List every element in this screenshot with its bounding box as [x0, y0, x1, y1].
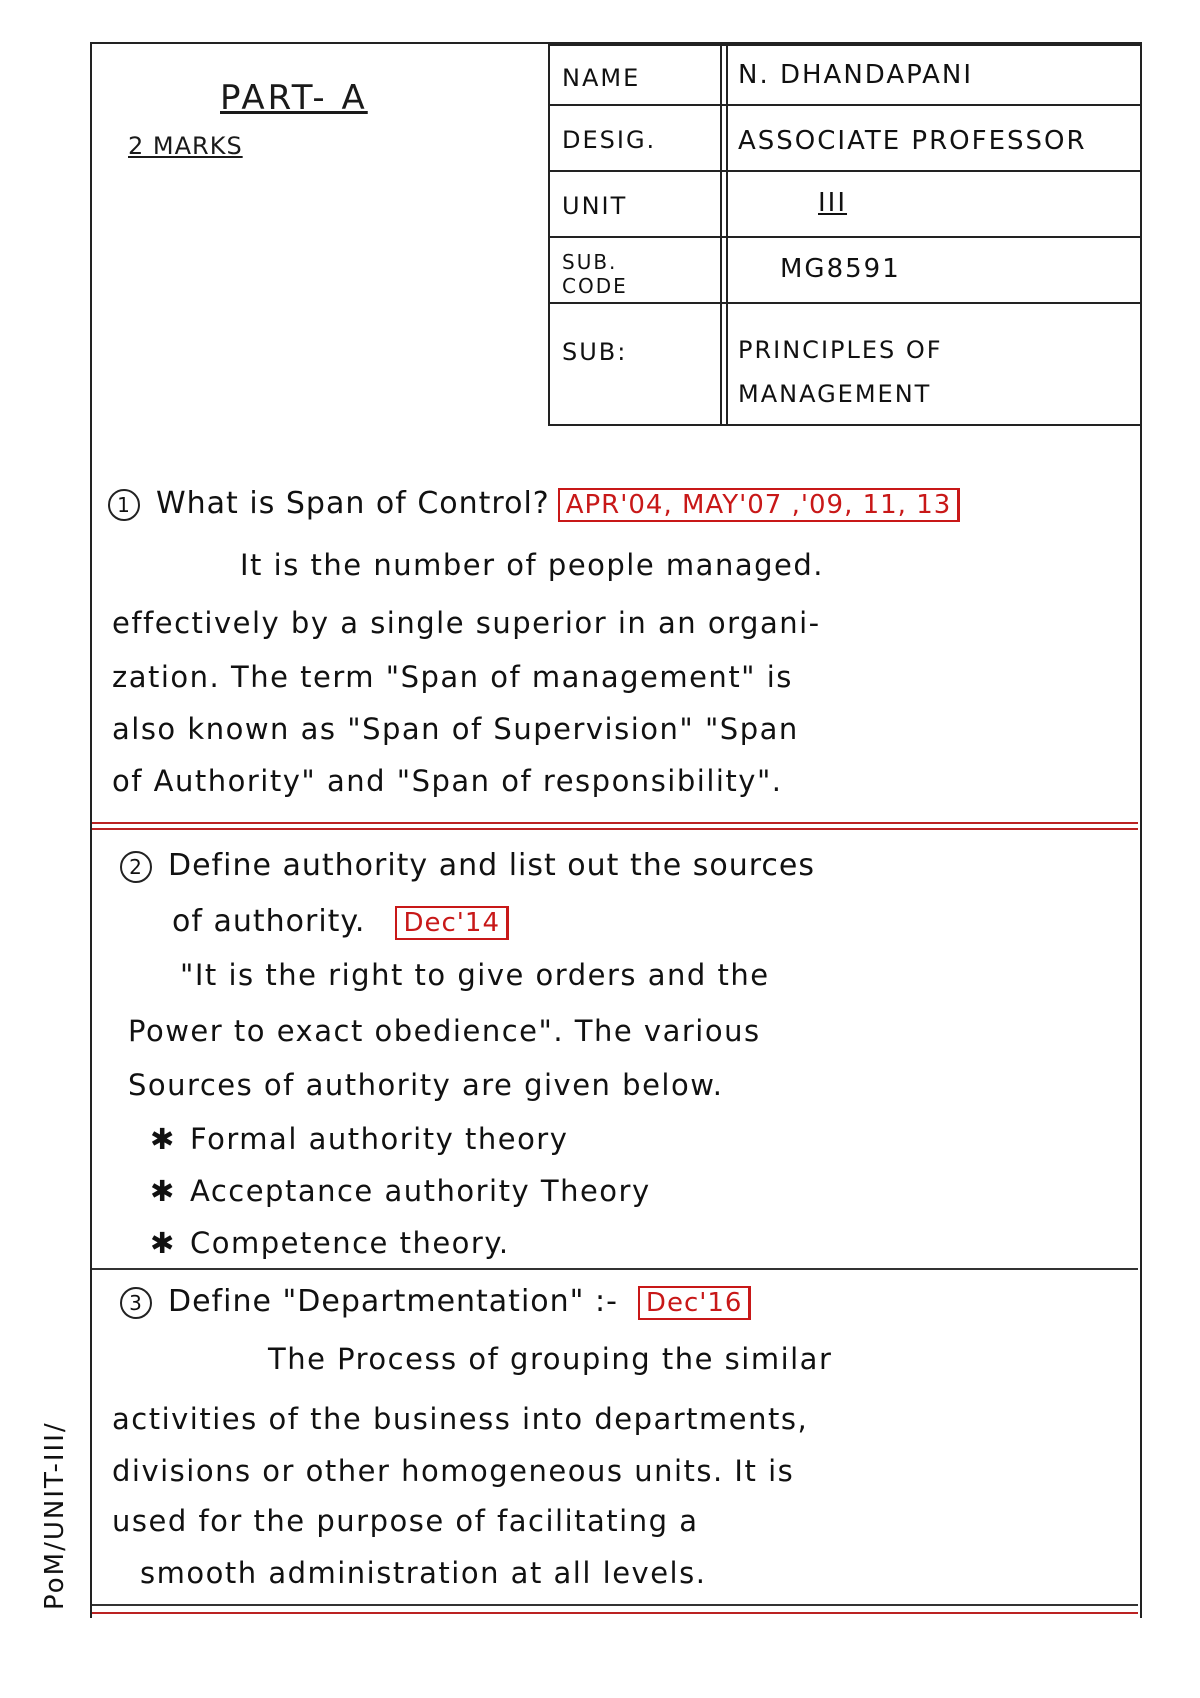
answer-line: effectively by a single superior in an organi-	[112, 606, 821, 640]
separator-line	[92, 1604, 1138, 1606]
info-row-unit	[550, 170, 1140, 238]
question-text: Define "Departmentation" :-	[168, 1284, 618, 1319]
question-2	[120, 848, 815, 883]
answer-line: smooth administration at all levels.	[140, 1556, 707, 1590]
info-table	[548, 44, 1140, 426]
separator-line	[92, 1268, 1138, 1270]
subject-value: PRINCIPLES OF MANAGEMENT	[738, 336, 943, 408]
question-text: Define authority and list out the sources	[168, 848, 815, 883]
answer-line: of Authority" and "Span of responsibility".	[112, 764, 783, 798]
bullet-icon: ✱	[150, 1122, 176, 1156]
info-row-subcode	[550, 236, 1140, 304]
separator-line	[92, 828, 1138, 830]
question-number: 1	[108, 489, 140, 521]
designation-label: DESIG.	[562, 126, 657, 154]
answer-line: zation. The term "Span of management" is	[112, 660, 793, 694]
exam-reference: Dec'16	[638, 1286, 752, 1320]
answer-line: It is the number of people managed.	[240, 548, 824, 582]
margin-note: PoM/UNIT-III/	[40, 1421, 70, 1610]
question-2-continued	[172, 904, 509, 939]
part-heading: PART- A	[220, 78, 368, 118]
list-item: ✱ Formal authority theory	[150, 1122, 569, 1156]
answer-line: divisions or other homogeneous units. It is	[112, 1454, 795, 1488]
subject-label: SUB:	[562, 338, 628, 366]
answer-line: activities of the business into departments,	[112, 1402, 809, 1436]
info-row-subject	[550, 302, 1140, 422]
answer-line: Sources of authority are given below.	[128, 1068, 724, 1102]
question-number: 2	[120, 851, 152, 883]
info-row-name	[550, 46, 1140, 106]
answer-line: also known as "Span of Supervision" "Span	[112, 712, 799, 746]
unit-value: III	[818, 188, 848, 218]
question-text: What is Span of Control?	[156, 486, 550, 521]
unit-label: UNIT	[562, 192, 628, 220]
list-item: ✱ Acceptance authority Theory	[150, 1174, 651, 1208]
question-number: 3	[120, 1287, 152, 1319]
name-label: NAME	[562, 64, 641, 92]
question-1	[108, 486, 960, 521]
separator-line	[92, 1612, 1138, 1614]
designation-value: ASSOCIATE PROFESSOR	[738, 126, 1087, 156]
answer-line: The Process of grouping the similar	[268, 1342, 833, 1376]
subcode-value: MG8591	[780, 254, 901, 284]
bullet-icon: ✱	[150, 1226, 176, 1260]
bullet-icon: ✱	[150, 1174, 176, 1208]
separator-line	[92, 822, 1138, 824]
subcode-label: SUB. CODE	[562, 250, 628, 298]
answer-line: Power to exact obedience". The various	[128, 1014, 761, 1048]
exam-reference: APR'04, MAY'07 ,'09, 11, 13	[558, 488, 961, 522]
question-3	[120, 1284, 751, 1319]
answer-line: used for the purpose of facilitating a	[112, 1504, 699, 1538]
question-text: of authority.	[172, 904, 366, 939]
info-row-designation	[550, 104, 1140, 172]
name-value: N. DHANDAPANI	[738, 60, 974, 90]
exam-reference: Dec'14	[395, 906, 509, 940]
answer-line: "It is the right to give orders and the	[180, 958, 770, 992]
marks-heading: 2 MARKS	[128, 132, 243, 160]
list-item: ✱ Competence theory.	[150, 1226, 510, 1260]
